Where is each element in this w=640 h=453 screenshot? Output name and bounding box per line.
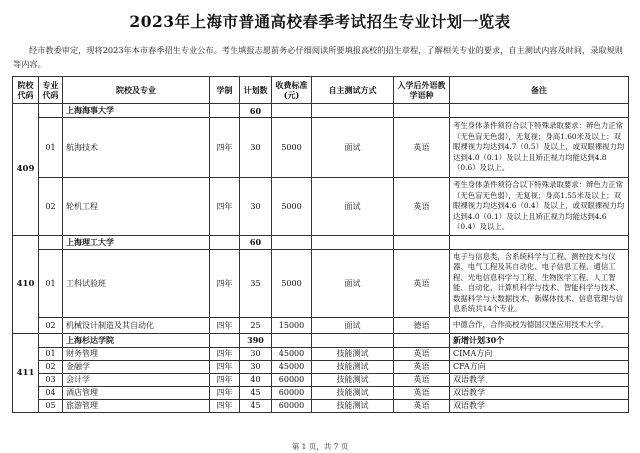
university-name: 上海海事大学: [63, 104, 210, 118]
school-code: 411: [13, 333, 39, 412]
major-plan: 30: [240, 347, 272, 360]
major-name: 旅游管理: [63, 399, 210, 412]
university-row: [13, 235, 629, 249]
major-language: 英语: [394, 399, 450, 412]
major-name: 机械设计制造及其自动化: [63, 317, 210, 333]
major-note: 考生身体条件须符合以下特殊录取要求：辨色力正常（无色盲无色弱），无复视；身高1.60米及以上；双眼裸视力均达到4.7（0.5）及以上，或双眼裸视力均达到4.0（0.1）及以上且矫正视力均能达到4.8（0.6）及以上。: [450, 118, 629, 178]
major-test: 面试: [312, 249, 394, 317]
major-language: 英语: [394, 347, 450, 360]
university-note: 新增计划30个: [450, 333, 629, 347]
major-language: 英语: [394, 178, 450, 236]
major-duration: 四年: [210, 249, 240, 317]
major-language: 英语: [394, 360, 450, 373]
page-title: 2023年上海市普通高校春季考试招生专业计划一览表: [129, 12, 511, 31]
header-fee: 收费标准(元): [272, 77, 312, 104]
university-note: [450, 104, 629, 118]
major-language: 英语: [394, 249, 450, 317]
major-name: 财务管理: [63, 347, 210, 360]
major-test: 技能测试: [312, 386, 394, 399]
table-row: [13, 317, 629, 333]
major-duration: 四年: [210, 347, 240, 360]
major-code: 01: [39, 118, 63, 178]
header-school-major: 院校及专业: [63, 77, 210, 104]
major-fee: 45000: [272, 347, 312, 360]
major-fee: 5000: [272, 249, 312, 317]
major-plan: 30: [240, 118, 272, 178]
university-total: 60: [240, 235, 272, 249]
major-test: 技能测试: [312, 399, 394, 412]
major-note: CIMA方向: [450, 347, 629, 360]
major-code: 02: [39, 178, 63, 236]
major-note: 双语教学: [450, 373, 629, 386]
major-duration: 四年: [210, 360, 240, 373]
header-school-code: 院校代码: [13, 77, 39, 104]
major-language: 英语: [394, 386, 450, 399]
major-plan: 25: [240, 317, 272, 333]
major-name: 会计学: [63, 373, 210, 386]
table-row: [13, 373, 629, 386]
page-footer: 第 1 页，共 7 页: [291, 442, 349, 451]
major-duration: 四年: [210, 399, 240, 412]
major-fee: 45000: [272, 360, 312, 373]
major-duration: 四年: [210, 178, 240, 236]
major-note: 考生身体条件须符合以下特殊录取要求：辨色力正常（无色盲无色弱），无复视；身高1.55米及以上；双眼裸视力均达到4.6（0.4）及以上，或双眼裸视力均达到4.0（0.1）及以上且矫正视力均能达到4.6（0.4）及以上。: [450, 178, 629, 236]
major-plan: 45: [240, 399, 272, 412]
school-code: 410: [13, 235, 39, 333]
major-code: 05: [39, 399, 63, 412]
major-note: CFA方向: [450, 360, 629, 373]
table-row: [13, 178, 629, 236]
table-row: [13, 399, 629, 412]
major-test: 面试: [312, 317, 394, 333]
major-code: 01: [39, 347, 63, 360]
major-test: 面试: [312, 178, 394, 236]
university-name: 上海杉达学院: [63, 333, 210, 347]
major-duration: 四年: [210, 386, 240, 399]
major-plan: 45: [240, 386, 272, 399]
header-test: 自主测试方式: [312, 77, 394, 104]
major-name: 轮机工程: [63, 178, 210, 236]
header-remarks: 备注: [450, 77, 629, 104]
table-row: [13, 249, 629, 317]
university-total: 390: [240, 333, 272, 347]
major-name: 酒店管理: [63, 386, 210, 399]
major-fee: 60000: [272, 386, 312, 399]
major-fee: 60000: [272, 399, 312, 412]
university-total: 60: [240, 104, 272, 118]
table-row: [13, 360, 629, 373]
major-name: 航海技术: [63, 118, 210, 178]
major-language: 英语: [394, 118, 450, 178]
university-row: [13, 333, 629, 347]
major-language: 德语: [394, 317, 450, 333]
header-duration: 学制: [210, 77, 240, 104]
major-code: 02: [39, 317, 63, 333]
major-code: 04: [39, 386, 63, 399]
university-name: 上海理工大学: [63, 235, 210, 249]
major-duration: 四年: [210, 118, 240, 178]
major-test: 技能测试: [312, 360, 394, 373]
university-note: [450, 235, 629, 249]
major-fee: 15000: [272, 317, 312, 333]
major-duration: 四年: [210, 373, 240, 386]
header-major-code: 专业代码: [39, 77, 63, 104]
header-plan: 计划数: [240, 77, 272, 104]
major-note: 双语教学: [450, 386, 629, 399]
school-code: 409: [13, 104, 39, 236]
major-note: 中德合作，合作高校为德国汉堡应用技术大学。: [450, 317, 629, 333]
table-row: [13, 118, 629, 178]
major-language: 英语: [394, 373, 450, 386]
table-row: [13, 347, 629, 360]
major-name: 金融学: [63, 360, 210, 373]
university-row: [13, 104, 629, 118]
major-duration: 四年: [210, 317, 240, 333]
major-fee: 5000: [272, 178, 312, 236]
header-language: 入学后外语教学语种: [394, 77, 450, 104]
table-header-row: [13, 77, 629, 104]
major-code: 01: [39, 249, 63, 317]
major-test: 技能测试: [312, 373, 394, 386]
major-note: 电子与信息类，含系统科学与工程、测控技术与仪器、电气工程及其自动化、电子信息工程、通信工程、光电信息科学与工程、生物医学工程、人工智能、自动化、计算机科学与技术、智能科学与技术、数据科学与大数据技术、新媒体技术、信息管理与信息系统共14个专业。: [450, 249, 629, 317]
table-row: [13, 386, 629, 399]
major-fee: 60000: [272, 373, 312, 386]
major-test: 技能测试: [312, 347, 394, 360]
major-note: 双语教学: [450, 399, 629, 412]
major-code: 02: [39, 360, 63, 373]
major-plan: 30: [240, 178, 272, 236]
major-plan: 35: [240, 249, 272, 317]
major-code: 03: [39, 373, 63, 386]
enrollment-plan-table: [12, 76, 629, 413]
major-test: 面试: [312, 118, 394, 178]
intro-paragraph: 经市教委审定，现将2023年本市春季招生专业公布。考生填报志愿前务必仔细阅读所要填报高校的招生章程，了解相关专业的要求，自主测试内容及时间，录取规则等内容。: [13, 45, 623, 69]
major-plan: 30: [240, 360, 272, 373]
major-plan: 40: [240, 373, 272, 386]
major-name: 工科试验班: [63, 249, 210, 317]
major-fee: 5000: [272, 118, 312, 178]
